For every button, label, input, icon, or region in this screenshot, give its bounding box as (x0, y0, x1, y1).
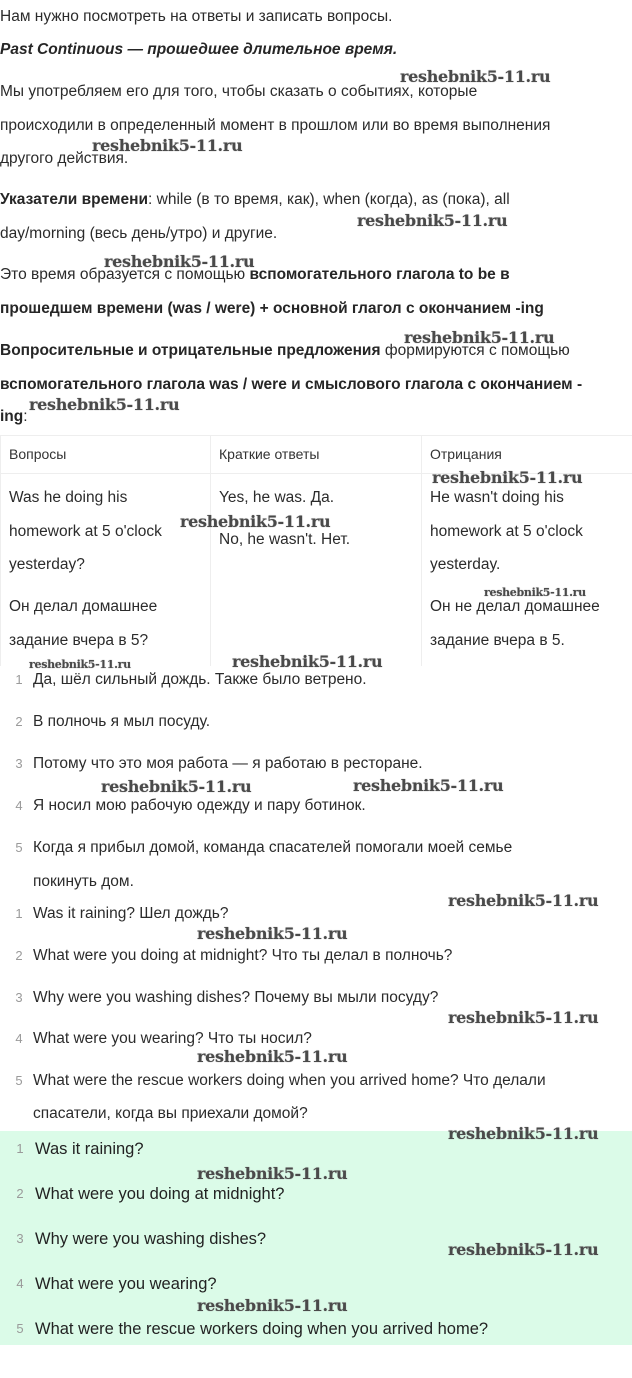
table-cell: yesterday. (430, 556, 501, 573)
formation-bold: вспомогательного глагола to be в (249, 266, 510, 283)
usage-text-line2: происходили в определенный момент в прошлом или во время выполнения (0, 117, 551, 134)
watermark: reshebnik5-11.ru (232, 652, 383, 671)
list-number: 3 (16, 1231, 24, 1246)
watermark: reshebnik5-11.ru (180, 512, 331, 531)
list-number: 1 (16, 1141, 24, 1156)
table-cell: homework at 5 o'clock (430, 523, 583, 540)
list-text: Why were you washing dishes? Почему вы мыли посуду? (33, 989, 439, 1006)
questions-rule-text: формируются с помощью (380, 342, 570, 359)
watermark: reshebnik5-11.ru (104, 252, 255, 271)
table-header-questions: Вопросы (9, 446, 67, 462)
list-text: What were the rescue workers doing when you arrived home? Что делали (33, 1072, 546, 1089)
table-cell: Was he doing his (9, 489, 128, 506)
list-number: 5 (15, 840, 23, 855)
watermark: reshebnik5-11.ru (404, 328, 555, 347)
list-text: В полночь я мыл посуду. (33, 713, 211, 730)
usage-text-line1: Мы употребляем его для того, чтобы сказать о событиях, которые (0, 83, 478, 100)
watermark: reshebnik5-11.ru (353, 776, 504, 795)
watermark: reshebnik5-11.ru (29, 658, 131, 671)
list-number: 4 (15, 1031, 23, 1046)
watermark: reshebnik5-11.ru (197, 924, 348, 943)
time-markers-text: : while (в то время, как), when (когда), as (пока), all (148, 191, 510, 208)
list-text: What were the rescue workers doing when you arrived home? (35, 1320, 489, 1338)
time-markers-line2: day/morning (весь день/утро) и другие. (0, 225, 278, 242)
formation-prefix: Это время образуется с помощью (0, 266, 250, 283)
section-title: Past Continuous — прошедшее длительное время. (0, 41, 398, 58)
list-text: Потому что это моя работа — я работаю в ресторане. (33, 755, 423, 772)
watermark: reshebnik5-11.ru (29, 395, 180, 414)
watermark: reshebnik5-11.ru (101, 777, 252, 796)
watermark: reshebnik5-11.ru (197, 1296, 348, 1315)
watermark: reshebnik5-11.ru (197, 1047, 348, 1066)
list-text: Was it raining? (35, 1140, 144, 1158)
formation-line1 (0, 258, 510, 292)
usage-text-line3: другого действия. (0, 150, 129, 167)
formation-line2: прошедшем времени (was / were) + основной глагол с окончанием -ing (0, 300, 544, 317)
list-number: 4 (16, 1276, 24, 1291)
list-number: 4 (15, 798, 23, 813)
list-text: What were you wearing? (35, 1275, 217, 1293)
list-number: 2 (16, 1186, 24, 1201)
table-cell: Yes, he was. Да. (219, 489, 335, 506)
table-cell: Он делал домашнее (9, 598, 158, 615)
list-number: 5 (16, 1321, 24, 1336)
questions-rule-bold: Вопросительные и отрицательные предложения (0, 342, 381, 359)
list-text: What were you doing at midnight? (35, 1185, 285, 1203)
intro-text: Нам нужно посмотреть на ответы и записать вопросы. (0, 8, 393, 25)
table-cell: No, he wasn't. Нет. (219, 531, 351, 548)
list-text: What were you wearing? Что ты носил? (33, 1030, 312, 1047)
list-text: What were you doing at midnight? Что ты делал в полночь? (33, 947, 453, 964)
watermark: reshebnik5-11.ru (448, 891, 599, 910)
table-column-questions (0, 436, 211, 666)
list-text: Да, шёл сильный дождь. Также было ветрено. (33, 671, 367, 688)
list-number: 1 (15, 672, 23, 687)
list-number: 2 (15, 714, 23, 729)
table-cell: Он не делал домашнее (430, 598, 600, 615)
list-text: Why were you washing dishes? (35, 1230, 267, 1248)
watermark: reshebnik5-11.ru (357, 211, 508, 230)
list-text: покинуть дом. (33, 873, 134, 890)
table-cell: homework at 5 o'clock (9, 523, 162, 540)
list-number: 2 (15, 948, 23, 963)
questions-rule-line2: вспомогательного глагола was / were и смыслового глагола с окончанием - (0, 376, 583, 393)
watermark: reshebnik5-11.ru (92, 136, 243, 155)
time-markers-label: Указатели времени (0, 191, 149, 208)
list-text: Когда я прибыл домой, команда спасателей помогали моей семье (33, 839, 513, 856)
list-number: 5 (15, 1073, 23, 1088)
questions-rule-line3: ing: (0, 408, 28, 425)
watermark: reshebnik5-11.ru (400, 67, 551, 86)
list-text: Was it raining? Шел дождь? (33, 905, 229, 922)
watermark: reshebnik5-11.ru (448, 1240, 599, 1259)
table-header-negatives: Отрицания (430, 446, 502, 462)
list-text: Я носил мою рабочую одежду и пару ботинок. (33, 797, 366, 814)
watermark: reshebnik5-11.ru (197, 1164, 348, 1183)
watermark: reshebnik5-11.ru (448, 1008, 599, 1027)
table-cell: He wasn't doing his (430, 489, 564, 506)
watermark: reshebnik5-11.ru (484, 586, 586, 599)
watermark: reshebnik5-11.ru (432, 468, 583, 487)
watermark: reshebnik5-11.ru (448, 1124, 599, 1143)
list-number: 3 (15, 990, 23, 1005)
list-number: 1 (15, 906, 23, 921)
table-cell: yesterday? (9, 556, 85, 573)
table-column-short-answers (210, 436, 422, 666)
table-cell: задание вчера в 5. (430, 632, 565, 649)
list-number: 3 (15, 756, 23, 771)
table-header-short-answers: Краткие ответы (219, 446, 320, 462)
list-text: спасатели, когда вы приехали домой? (33, 1105, 308, 1122)
table-cell: задание вчера в 5? (9, 632, 149, 649)
